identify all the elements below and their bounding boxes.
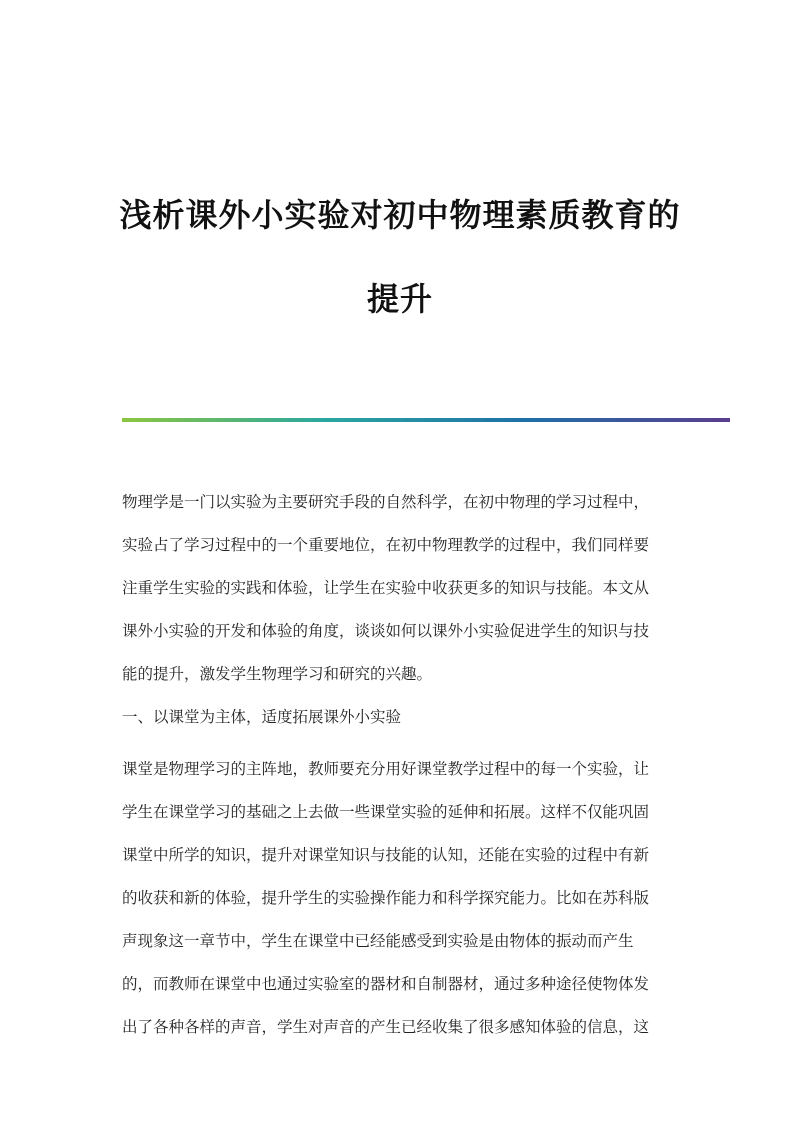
paragraph-line: 出了各种各样的声音，学生对声音的产生已经收集了很多感知体验的信息，这	[122, 1018, 650, 1036]
paragraph-line: 课堂是物理学习的主阵地，教师要充分用好课堂教学过程中的每一个实验，让	[122, 760, 650, 778]
document-title-line-2: 提升	[366, 280, 433, 318]
paragraph-line: 声现象这一章节中，学生在课堂中已经能感受到实验是由物体的振动而产生	[122, 932, 634, 950]
paragraph-line: 实验占了学习过程中的一个重要地位，在初中物理教学的过程中，我们同样要	[122, 536, 650, 554]
paragraph-line: 物理学是一门以实验为主要研究手段的自然科学，在初中物理的学习过程中，	[122, 493, 650, 511]
paragraph-line: 的收获和新的体验，提升学生的实验操作能力和科学探究能力。比如在苏科版	[122, 889, 650, 907]
document-title-line-1: 浅析课外小实验对初中物理素质教育的	[119, 196, 681, 234]
paragraph-line: 课堂中所学的知识，提升对课堂知识与技能的认知，还能在实验的过程中有新	[122, 846, 650, 864]
section-heading: 一、以课堂为主体，适度拓展课外小实验	[122, 708, 402, 726]
paragraph-line: 课外小实验的开发和体验的角度，谈谈如何以课外小实验促进学生的知识与技	[122, 622, 650, 640]
gradient-divider	[122, 418, 730, 422]
paragraph-line: 注重学生实验的实践和体验，让学生在实验中收获更多的知识与技能。本文从	[122, 579, 650, 597]
paragraph-line: 能的提升，激发学生物理学习和研究的兴趣。	[122, 665, 433, 683]
paragraph-line: 学生在课堂学习的基础之上去做一些课堂实验的延伸和拓展。这样不仅能巩固	[122, 803, 650, 821]
paragraph-line: 的，而教师在课堂中也通过实验室的器材和自制器材，通过多种途径使物体发	[122, 975, 650, 993]
